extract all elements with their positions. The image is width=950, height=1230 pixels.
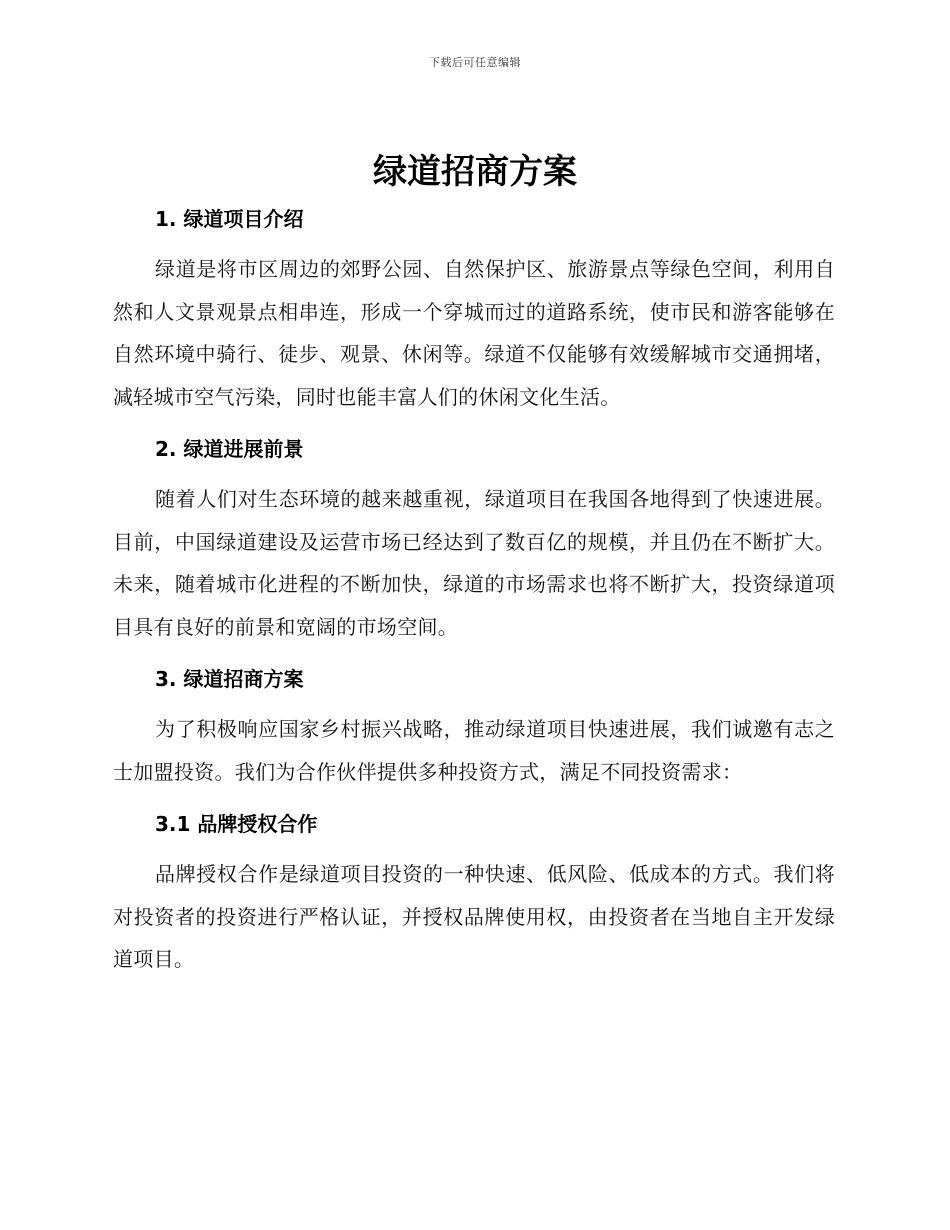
document-title: 绿道招商方案 — [373, 152, 577, 192]
section-prospects — [113, 430, 835, 648]
section-investment-plan — [113, 660, 835, 793]
section-paragraph: 品牌授权合作是绿道项目投资的一种快速、低风险、低成本的方式。我们将对投资者的投资进行严格认证，并授权品牌使用权，由投资者在当地自主开发绿道项目。 — [113, 862, 835, 971]
section-brand-licensing — [113, 805, 835, 981]
section-paragraph: 随着人们对生态环境的越来越重视，绿道项目在我国各地得到了快速进展。目前，中国绿道建设及运营市场已经达到了数百亿的规模，并且仍在不断扩大。未来，随着城市化进程的不断加快，绿道的市场需求也将不断扩大，投资绿道项目具有良好的前景和宽阔的市场空间。 — [113, 487, 835, 639]
section-intro — [113, 200, 835, 418]
section-heading: 3.1 品牌授权合作 — [155, 812, 318, 836]
section-paragraph: 为了积极响应国家乡村振兴战略，推动绿道项目快速进展，我们诚邀有志之士加盟投资。我们为合作伙伴提供多种投资方式，满足不同投资需求： — [113, 717, 835, 784]
page-header-note: 下载后可任意编辑 — [429, 56, 521, 69]
section-heading: 3. 绿道招商方案 — [155, 667, 304, 691]
section-heading: 1. 绿道项目介绍 — [155, 207, 304, 231]
section-heading: 2. 绿道进展前景 — [155, 437, 304, 461]
section-paragraph: 绿道是将市区周边的郊野公园、自然保护区、旅游景点等绿色空间，利用自然和人文景观景点相串连，形成一个穿城而过的道路系统，使市民和游客能够在自然环境中骑行、徒步、观景、休闲等。绿道不仅能够有效缓解城市交通拥堵，减轻城市空气污染，同时也能丰富人们的休闲文化生活。 — [113, 257, 835, 409]
document-body — [113, 200, 835, 981]
